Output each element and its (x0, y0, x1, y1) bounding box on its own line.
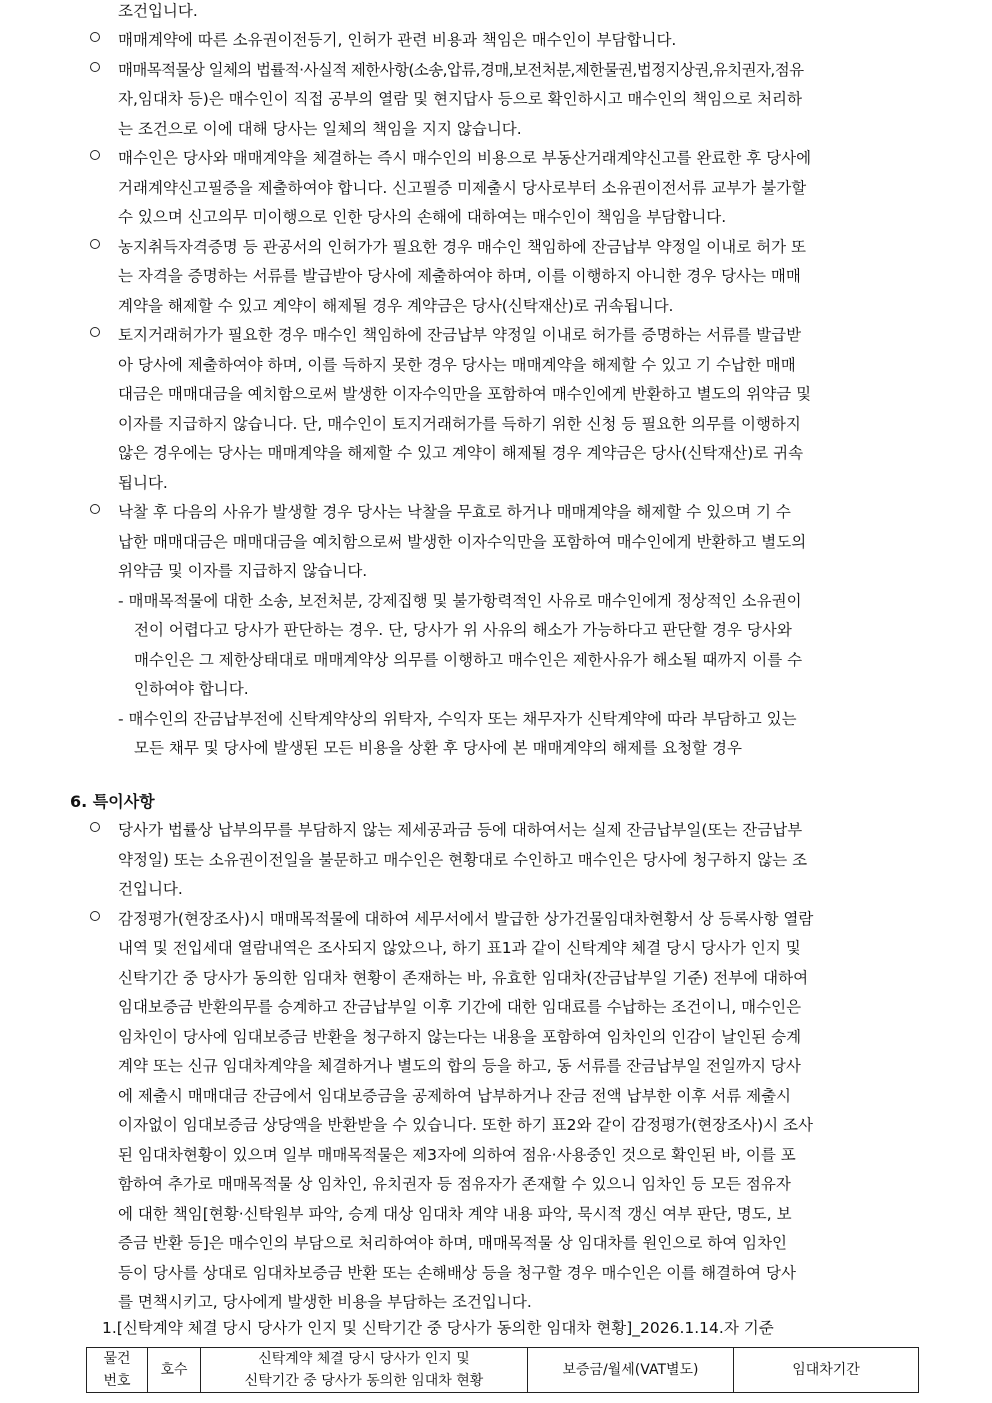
text-line: 계약 또는 신규 임대차계약을 체결하거나 별도의 합의 등을 하고, 동 서류를 잔금납부일 전일까지 당사 (118, 1057, 801, 1075)
circle-bullet-icon (90, 150, 104, 164)
text-line: 계약을 해제할 수 있고 계약이 해제될 경우 계약금은 당사(신탁재산)로 귀속됩니다. (118, 297, 674, 315)
text-line: 에 대한 책임[현황·신탁원부 파악, 승계 대상 임대차 계약 내용 파악, 묵시적 갱신 여부 판단, 명도, 보 (118, 1205, 792, 1223)
text-line: 거래계약신고필증을 제출하여야 합니다. 신고필증 미제출시 당사로부터 소유권이전서류 교부가 불가할 (118, 179, 807, 197)
dash-item-line: - 매수인의 잔금납부전에 신탁계약상의 위탁자, 수익자 또는 채무자가 신탁계약에 따라 부담하고 있는 (118, 710, 797, 728)
text-line: 는 자격을 증명하는 서류를 발급받아 당사에 제출하여야 하며, 이를 이행하지 아니한 경우 당사는 매매 (118, 267, 801, 285)
circle-bullet-icon (90, 239, 104, 253)
text-line: 납한 매매대금은 매매대금을 예치함으로써 발생한 이자수익만을 포함하여 매수인에게 반환하고 별도의 (118, 533, 807, 551)
text-line: 모든 채무 및 당사에 발생된 모든 비용을 상환 후 당사에 본 매매계약의 해제를 요청할 경우 (134, 739, 743, 757)
dash-item-line: - 매매목적물에 대한 소송, 보전처분, 강제집행 및 불가항력적인 사유로 매수인에게 정상적인 소유권이 (118, 592, 802, 610)
text-line: 매수인은 그 제한상태대로 매매계약상 의무를 이행하고 매수인은 제한사유가 해소될 때까지 이를 수 (134, 651, 803, 669)
text-line: 수 있으며 신고의무 미이행으로 인한 당사의 손해에 대하여는 매수인이 책임을 부담합니다. (118, 208, 727, 226)
text-line: 위약금 및 이자를 지급하지 않습니다. (118, 562, 368, 580)
text-line: 약정일) 또는 소유권이전일을 불문하고 매수인은 현황대로 수인하고 매수인은 당사에 청구하지 않는 조 (118, 851, 808, 869)
text-line: 매수인은 당사와 매매계약을 체결하는 즉시 매수인의 비용으로 부동산거래계약신고를 완료한 후 당사에 (118, 149, 812, 167)
header-lease-status: 신탁계약 체결 당시 당사가 인지 및 신탁기간 중 당사가 동의한 임대차 현황 (201, 1348, 528, 1393)
text-line: 대금은 매매대금을 예치함으로써 발생한 이자수익만을 포함하여 매수인에게 반환하고 별도의 위약금 및 (118, 385, 812, 403)
table-caption: 1.[신탁계약 체결 당시 당사가 인지 및 신탁기간 중 당사가 동의한 임대차 현황]_2026.1.14.자 기준 (102, 1319, 774, 1337)
text-line: 된 임대차현황이 있으며 일부 매매목적물은 제3자에 의하여 점유·사용중인 것으로 확인된 바, 이를 포 (118, 1146, 796, 1164)
text-line: 자,임대차 등)은 매수인이 직접 공부의 열람 및 현지답사 등으로 확인하시고 매수인의 책임으로 처리하 (118, 90, 802, 108)
lease-status-table (86, 1347, 919, 1393)
text-line: 인하여야 합니다. (134, 680, 249, 698)
header-deposit-rent: 보증금/월세(VAT별도) (528, 1348, 734, 1393)
circle-bullet-icon (90, 32, 104, 46)
text-line: 않은 경우에는 당사는 매매계약을 해제할 수 있고 계약이 해제될 경우 계약금은 당사(신탁재산)로 귀속 (118, 444, 804, 462)
circle-bullet-icon (90, 911, 104, 925)
table-header-row (87, 1348, 919, 1393)
header-unit-number: 호수 (148, 1348, 201, 1393)
text-line: 조건입니다. (118, 2, 198, 20)
text-line: 건입니다. (118, 880, 183, 898)
text-line: 함하여 추가로 매매목적물 상 임차인, 유치권자 등 점유자가 존재할 수 있으니 임차인 등 모든 점유자 (118, 1175, 791, 1193)
text-line: 에 제출시 매매대금 잔금에서 임대보증금을 공제하여 납부하거나 잔금 전액 납부한 이후 서류 제출시 (118, 1087, 792, 1105)
circle-bullet-icon (90, 327, 104, 341)
text-line: 임대보증금 반환의무를 승계하고 잔금납부일 이후 기간에 대한 임대료를 수납하는 조건이니, 매수인은 (118, 998, 802, 1016)
text-line: 내역 및 전입세대 열람내역은 조사되지 않았으나, 하기 표1과 같이 신탁계약 체결 당시 당사가 인지 및 (118, 939, 801, 957)
text-line: 는 조건으로 이에 대해 당사는 일체의 책임을 지지 않습니다. (118, 120, 522, 138)
text-line: 신탁기간 중 당사가 동의한 임대차 현황이 존재하는 바, 유효한 임대차(잔금납부일 기준) 전부에 대하여 (118, 969, 809, 987)
circle-bullet-icon (90, 504, 104, 518)
text-line: 매매목적물상 일체의 법률적·사실적 제한사항(소송,압류,경매,보전처분,제한물권,법정지상권,유치권자,점유 (118, 61, 804, 79)
circle-bullet-icon (90, 822, 104, 836)
header-item-number: 물건 번호 (87, 1348, 148, 1393)
text-line: 를 면책시키고, 당사에게 발생한 비용을 부담하는 조건입니다. (118, 1293, 532, 1311)
text-line: 낙찰 후 다음의 사유가 발생할 경우 당사는 낙찰을 무효로 하거나 매매계약을 해제할 수 있으며 기 수 (118, 503, 791, 521)
text-line: 당사가 법률상 납부의무를 부담하지 않는 제세공과금 등에 대하여서는 실제 잔금납부일(또는 잔금납부 (118, 821, 803, 839)
text-line: 매매계약에 따른 소유권이전등기, 인허가 관련 비용과 책임은 매수인이 부담합니다. (118, 31, 677, 49)
text-line: 등이 당사를 상대로 임대차보증금 반환 또는 손해배상 등을 청구할 경우 매수인은 이를 해결하여 당사 (118, 1264, 796, 1282)
text-line: 아 당사에 제출하여야 하며, 이를 득하지 못한 경우 당사는 매매계약을 해제할 수 있고 기 수납한 매매 (118, 356, 796, 374)
text-line: 이자를 지급하지 않습니다. 단, 매수인이 토지거래허가를 득하기 위한 신청 등 필요한 의무를 이행하지 (118, 415, 801, 433)
text-line: 됩니다. (118, 474, 168, 492)
text-line: 전이 어렵다고 당사가 판단하는 경우. 단, 당사가 위 사유의 해소가 가능하다고 판단할 경우 당사와 (134, 621, 792, 639)
text-line: 임차인이 당사에 임대보증금 반환을 청구하지 않는다는 내용을 포함하여 임차인의 인감이 날인된 승계 (118, 1028, 802, 1046)
text-line: 농지취득자격증명 등 관공서의 인허가가 필요한 경우 매수인 책임하에 잔금납부 약정일 이내로 허가 또 (118, 238, 806, 256)
text-line: 이자없이 임대보증금 상당액을 반환받을 수 있습니다. 또한 하기 표2와 같이 감정평가(현장조사)시 조사 (118, 1116, 813, 1134)
text-line: 증금 반환 등]은 매수인의 부담으로 처리하여야 하며, 매매목적물 상 임대차를 원인으로 하여 임차인 (118, 1234, 788, 1252)
text-line: 감정평가(현장조사)시 매매목적물에 대하여 세무서에서 발급한 상가건물임대차현황서 상 등록사항 열람 (118, 910, 814, 928)
text-line: 토지거래허가가 필요한 경우 매수인 책임하에 잔금납부 약정일 이내로 허가를 증명하는 서류를 발급받 (118, 326, 802, 344)
circle-bullet-icon (90, 62, 104, 76)
header-lease-period: 임대차기간 (734, 1348, 919, 1393)
section-heading: 6. 특이사항 (70, 792, 155, 811)
